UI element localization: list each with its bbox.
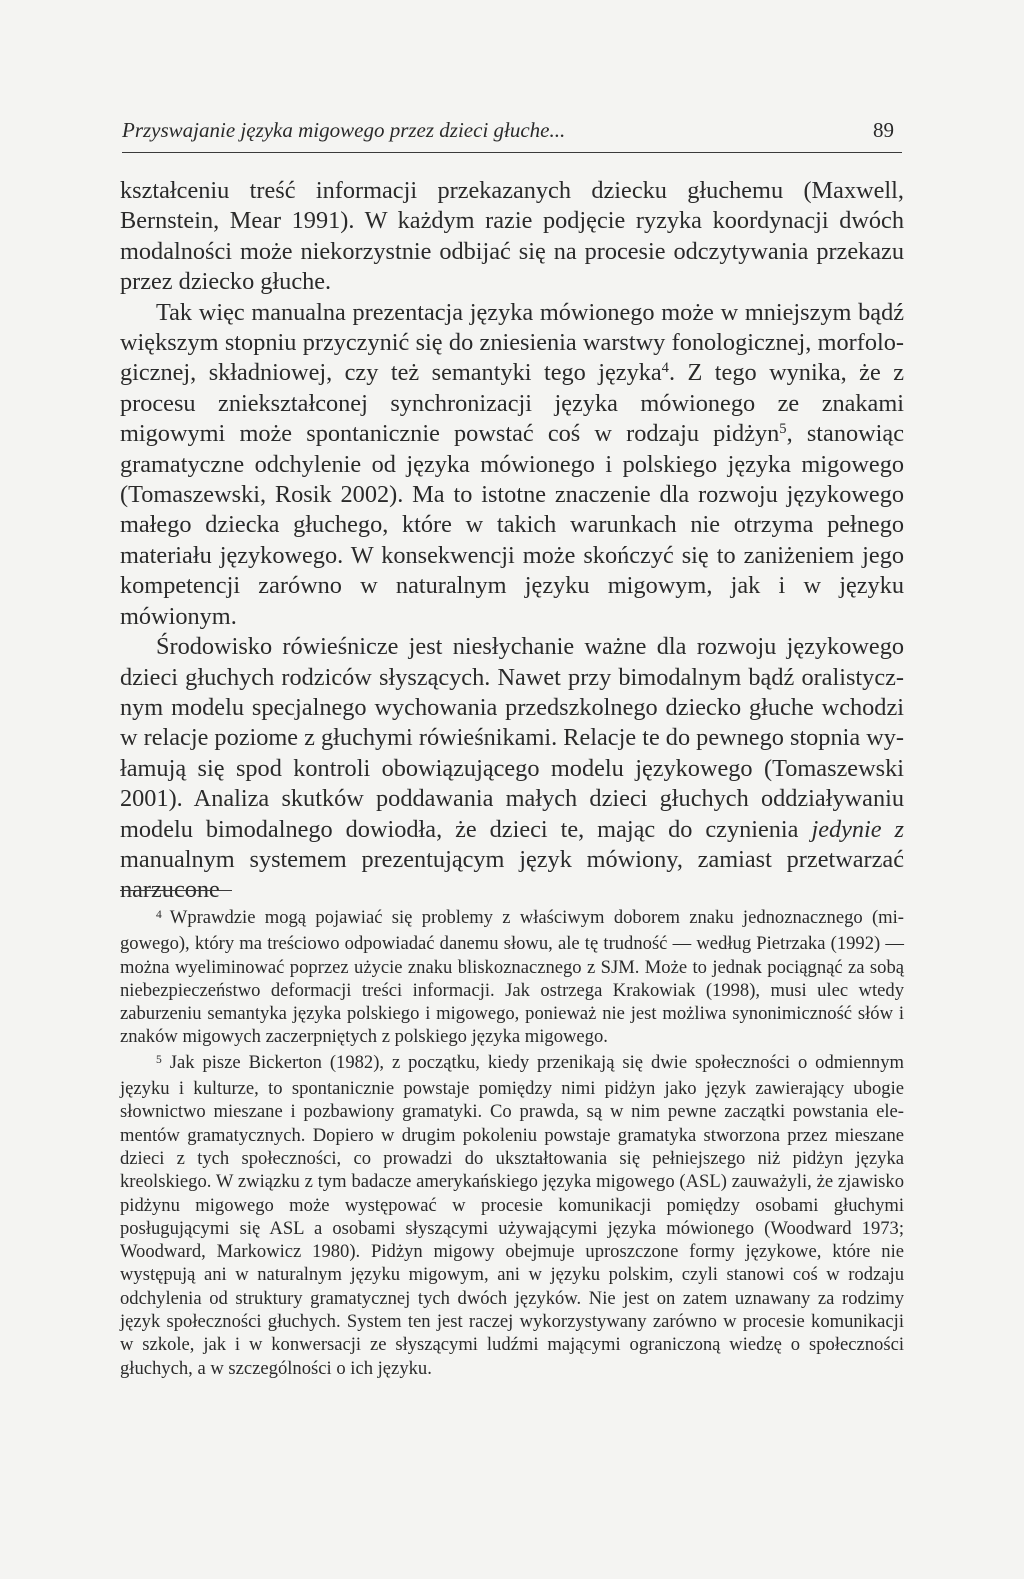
paragraph-text: kształceniu treść informacji przekazanych dziecku głuchemu (Maxwell, Bernstein, Mear 1991). W każdym razie podjęcie ryzyka koordynacji dwóch modalności może niekorzystnie odbijać się na procesie odczytywania przekazu przez dziecko głuche. [120, 177, 904, 296]
paragraph-text: Tak więc manualna prezentacja języka mówionego może w mniejszym bądź większym stopniu przyczynić się do zniesienia warstwy fonologicznej, morfologicznej, składniowej, czy też semantyki tego języka [120, 298, 904, 387]
emphasis: jedynie z [811, 815, 905, 843]
footnotes [120, 906, 904, 1380]
paragraph-text: manualnym systemem prezentującym język mówiony, zamiast przetwarzać narzucone [120, 845, 904, 904]
footnote-text: Jak pisze Bickerton (1982), z początku, kiedy przenikają się dwie społeczności o odmiennym języku i kulturze, to spontanicznie powstaje pomiędzy nimi pidżyn jako język zawierający ubogie słownictwo mieszane i pozbawiony gramatyki. Co prawda, są w nim pewne zaczątki powstania elementów gramatycznych. Dopiero w drugim pokoleniu powstaje gramatyka stworzona przez mieszane dzieci z tych społeczności, co prowadzi do ukształtowania się pełniejszego niż pidżyn języka kreolskiego. W związku z tym badacze amerykańskiego języka migowego (ASL) zauważyli, że zjawisko pidżynu migowego może występować w procesie komunikacji pomiędzy osobami głuchymi posługującymi się ASL a osobami słyszącymi używającymi języka mówionego (Woodward 1973; Woodward, Markowicz 1980). Pidżyn migowy obejmuje uproszczone formy językowe, które nie występują ani w naturalnym języku migowym, ani w języku polskim, czyli stanowi coś w rodzaju odchylenia od struktury gramatycznej tych dwóch języków. Nie jest on zatem uznawany za rodzimy język społeczności głuchych. System ten jest raczej wykorzystywany zarówno w procesie komunikacji w szkole, jak i w konwersacji ze słyszącymi ludźmi mającymi ograniczoną wiedzę o społeczności głuchych, a w szczególności o ich języku. [120, 1051, 904, 1379]
footnote-separator [120, 890, 232, 891]
footnote-marker: 5 [156, 1053, 162, 1066]
footnote [120, 1051, 904, 1380]
paragraph [120, 632, 904, 906]
paragraph-text: , stanowiąc gramatyczne odchylenie od języka mówionego i polskiego języka migowego (Tomaszewski, Rosik 2002). Ma to istotne znaczenie dla rozwoju językowego małego dziecka głuchego, które w takich warunkach nie otrzyma pełnego materiału językowego. W konsekwencji może skończyć się to zaniżeniem jego kompetencji zarówno w naturalnym języku migowym, jak i w języku mówionym. [120, 420, 904, 630]
header-title: Przyswajanie języka migowego przez dzieci głuche... [122, 118, 566, 142]
paragraph [120, 298, 904, 632]
page-number: 89 [873, 118, 894, 142]
paragraph [120, 176, 904, 298]
footnote-text: Wprawdzie mogą pojawiać się problemy z właściwym doborem znaku jednoznacznego (migowego), który ma treściowo odpowiadać danemu słowu, ale tę trudność — według Pietrzaka (1992) — można wyeliminować poprzez użycie znaku bliskoznacznego z SJM. Może to jednak pociągnąć za sobą niebezpieczeństwo deformacji treści informacji. Jak ostrzega Krakowiak (1998), musi ulec wtedy zaburzeniu semantyka języka polskiego i migowego, ponieważ nie jest możliwa synonimiczność słów i znaków migowych zaczerpniętych z polskiego języka migowego. [120, 907, 904, 1048]
footnote-reference: 5 [779, 421, 787, 438]
footnote-reference: 4 [661, 360, 669, 377]
main-text [120, 176, 904, 906]
footnote [120, 906, 904, 1049]
running-header [122, 116, 902, 153]
footnote-marker: 4 [156, 908, 162, 921]
paragraph-text: Środowisko rówieśnicze jest niesłychanie ważne dla rozwoju językowego dzieci głuchych rodziców słyszących. Nawet przy bimodalnym bądź oralistycznym modelu specjalnego wychowania przedszkolnego dziecko głuche wchodzi w relacje poziome z głuchymi rówieśnikami. Relacje te do pewnego stopnia wyłamują się spod kontroli obowiązującego modelu językowego (Tomaszewski 2001). Analiza skutków poddawania małych dzieci głuchych oddziaływaniu modelu bimodalnego dowiodła, że dzieci te, mając do czynienia [120, 633, 905, 843]
paragraph-text: . Z tego wynika, że z procesu zniekształconej synchronizacji języka mówionego ze znakami migowymi może spontanicznie powstać coś w rodzaju pidżyn [120, 359, 904, 448]
